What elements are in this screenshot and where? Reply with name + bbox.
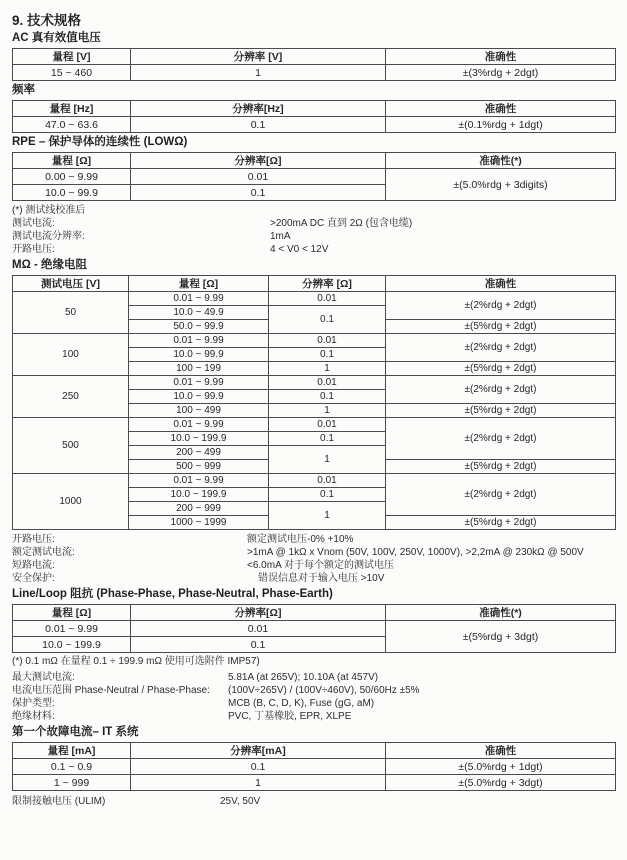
column-header-resolution: 分辨率 [V] (131, 49, 386, 65)
range-cell: 10.0 ~ 99.9 (129, 390, 269, 404)
resolution-cell: 0.01 (269, 292, 386, 306)
note-line (12, 572, 615, 585)
resolution-cell: 1 (269, 404, 386, 418)
lineloop-star-note: (*) 0.1 mΩ 在量程 0.1 ÷ 199.9 mΩ 使用可选附件 IMP57) (12, 656, 260, 667)
note-label: 绝缘材料: (12, 711, 55, 722)
range-cell: 100 ~ 199 (129, 362, 269, 376)
note-value: >1mA @ 1kΩ x Vnom (50V, 100V, 250V, 1000V), >2,2mA @ 230kΩ @ 500V (247, 547, 584, 558)
accuracy-cell: ±(5%rdg + 2dgt) (386, 404, 616, 418)
range-cell: 10.0 ~ 199.9 (129, 488, 269, 502)
note-line (12, 230, 615, 243)
note-value (270, 204, 615, 217)
range-cell: 100 ~ 499 (129, 404, 269, 418)
resolution-cell: 0.1 (269, 348, 386, 362)
column-header-range: 量程 [Hz] (13, 101, 131, 117)
range-cell: 1000 ~ 1999 (129, 516, 269, 530)
resolution-cell: 0.01 (269, 376, 386, 390)
column-header-range: 量程 [Ω] (13, 153, 131, 169)
resolution-cell: 1 (269, 502, 386, 530)
note-line (12, 710, 615, 723)
accuracy-cell: ±(5%rdg + 2dgt) (386, 320, 616, 334)
table-row (13, 474, 616, 488)
rpe-table (12, 152, 616, 201)
accuracy-cell: ±(2%rdg + 2dgt) (386, 334, 616, 362)
note-line (12, 204, 615, 217)
column-header-resolution: 分辨率 [Ω] (269, 276, 386, 292)
lineloop-notes (12, 671, 615, 723)
column-header-resolution: 分辨率[mA] (131, 743, 386, 759)
resolution-cell: 0.01 (131, 621, 386, 637)
note-label: 保护类型: (12, 698, 55, 709)
voltage-cell: 100 (13, 334, 129, 376)
column-header-accuracy: 准确性(*) (386, 153, 616, 169)
range-cell: 10.0 ~ 199.9 (129, 432, 269, 446)
column-header-accuracy: 准确性 (386, 49, 616, 65)
section-heading-rpe: RPE – 保护导体的连续性 (LOWΩ) (12, 136, 188, 148)
section-rpe (12, 133, 615, 256)
range-cell: 500 ~ 999 (129, 460, 269, 474)
note-value: 错误信息对于输入电压 >10V (258, 573, 385, 584)
table-header-row (13, 743, 616, 759)
accuracy-cell: ±(0.1%rdg + 1dgt) (386, 117, 616, 133)
range-cell: 47.0 ~ 63.6 (13, 117, 131, 133)
note-line (12, 533, 615, 546)
note-value: >200mA DC 直到 2Ω (包含电缆) (270, 218, 413, 229)
note-value: 4 < V0 < 12V (270, 244, 329, 255)
resolution-cell: 0.1 (269, 306, 386, 334)
accuracy-cell: ±(2%rdg + 2dgt) (386, 376, 616, 404)
range-cell: 0.01 ~ 9.99 (129, 334, 269, 348)
resolution-cell: 0.1 (131, 185, 386, 201)
column-header-resolution: 分辨率[Ω] (131, 605, 386, 621)
table-row (13, 169, 616, 185)
section-frequency (12, 81, 615, 133)
table-row (13, 621, 616, 637)
column-header-range: 量程 [V] (13, 49, 131, 65)
note-label: 测试电流分辨率: (12, 231, 85, 242)
accuracy-cell: ±(5%rdg + 2dgt) (386, 460, 616, 474)
note-line (12, 697, 615, 710)
note-value: MCB (B, C, D, K), Fuse (gG, aM) (228, 698, 375, 709)
accuracy-cell: ±(5%rdg + 2dgt) (386, 516, 616, 530)
frequency-table (12, 100, 616, 133)
range-cell: 0.01 ~ 9.99 (129, 474, 269, 488)
table-header-row (13, 605, 616, 621)
resolution-cell: 0.01 (269, 418, 386, 432)
resolution-cell: 0.01 (269, 474, 386, 488)
resolution-cell: 0.1 (131, 637, 386, 653)
note-label: 短路电流: (12, 560, 55, 571)
table-row (13, 334, 616, 348)
accuracy-cell: ±(5.0%rdg + 3dgt) (386, 775, 616, 791)
note-line (12, 243, 615, 256)
table-header-row (13, 49, 616, 65)
table-row (13, 65, 616, 81)
table-row (13, 292, 616, 306)
section-heading-lineloop: Line/Loop 阻抗 (Phase-Phase, Phase-Neutral, Phase-Earth) (12, 588, 333, 600)
resolution-cell: 1 (269, 362, 386, 376)
range-cell: 200 ~ 499 (129, 446, 269, 460)
resolution-cell: 0.1 (269, 488, 386, 502)
section-ac-voltage (12, 29, 615, 81)
page-title: 9. 技术规格 (12, 13, 82, 28)
note-line (12, 546, 615, 559)
note-value: 1mA (270, 231, 291, 242)
section-lineloop (12, 585, 615, 723)
resolution-cell: 0.1 (131, 759, 386, 775)
resolution-cell: 1 (269, 446, 386, 474)
range-cell: 0.01 ~ 9.99 (129, 292, 269, 306)
range-cell: 200 ~ 999 (129, 502, 269, 516)
rpe-notes (12, 204, 615, 256)
note-label: 测试电流: (12, 218, 55, 229)
note-value: PVC, 丁基橡胶, EPR, XLPE (228, 711, 352, 722)
it-fault-table (12, 742, 616, 791)
column-header-resolution: 分辨率[Ω] (131, 153, 386, 169)
column-header-accuracy: 准确性 (386, 743, 616, 759)
section-heading-ac-voltage: AC 真有效值电压 (12, 32, 101, 44)
note-value: 25V, 50V (220, 796, 261, 807)
note-line (12, 684, 615, 697)
table-row (13, 418, 616, 432)
range-cell: 10.0 ~ 49.9 (129, 306, 269, 320)
ulim-line (12, 795, 615, 808)
range-cell: 50.0 ~ 99.9 (129, 320, 269, 334)
note-label: 电流电压范围 Phase-Neutral / Phase-Phase: (12, 685, 210, 696)
column-header-range: 量程 [mA] (13, 743, 131, 759)
range-cell: 0.01 ~ 9.99 (129, 376, 269, 390)
section-heading-insulation: MΩ - 绝缘电阻 (12, 259, 88, 271)
resolution-cell: 0.1 (269, 432, 386, 446)
column-header-resolution: 分辨率[Hz] (131, 101, 386, 117)
section-heading-it-fault: 第一个故障电流– IT 系统 (12, 726, 139, 738)
range-cell: 10.0 ~ 99.9 (129, 348, 269, 362)
column-header-range: 量程 [Ω] (13, 605, 131, 621)
table-header-row (13, 276, 616, 292)
column-header-accuracy: 准确性 (386, 101, 616, 117)
resolution-cell: 1 (131, 775, 386, 791)
note-label: 最大测试电流: (12, 672, 75, 683)
note-line (12, 671, 615, 684)
section-insulation (12, 256, 615, 585)
note-value: 额定测试电压-0% +10% (247, 534, 354, 545)
section-heading-frequency: 频率 (12, 84, 35, 96)
note-value: (100V÷265V) / (100V÷460V), 50/60Hz ±5% (228, 685, 420, 696)
accuracy-cell: ±(5.0%rdg + 3digits) (386, 169, 616, 201)
voltage-cell: 250 (13, 376, 129, 418)
accuracy-cell: ±(2%rdg + 2dgt) (386, 474, 616, 516)
accuracy-cell: ±(3%rdg + 2dgt) (386, 65, 616, 81)
lineloop-table (12, 604, 616, 653)
resolution-cell: 0.1 (269, 390, 386, 404)
voltage-cell: 500 (13, 418, 129, 474)
range-cell: 0.1 ~ 0.9 (13, 759, 131, 775)
note-value: <6.0mA 对于每个额定的测试电压 (247, 560, 394, 571)
resolution-cell: 0.01 (269, 334, 386, 348)
note-label: (*) 测试线校准后 (12, 205, 86, 216)
spec-page (0, 9, 627, 808)
table-row (13, 759, 616, 775)
table-header-row (13, 101, 616, 117)
resolution-cell: 0.01 (131, 169, 386, 185)
resolution-cell: 1 (131, 65, 386, 81)
range-cell: 0.00 ~ 9.99 (13, 169, 131, 185)
range-cell: 1 ~ 999 (13, 775, 131, 791)
table-row (13, 376, 616, 390)
table-row (13, 775, 616, 791)
range-cell: 15 ~ 460 (13, 65, 131, 81)
insulation-notes (12, 533, 615, 585)
note-label: 限制接触电压 (ULIM) (12, 796, 106, 807)
column-header-accuracy: 准确性(*) (386, 605, 616, 621)
range-cell: 10.0 ~ 99.9 (13, 185, 131, 201)
note-label: 安全保护: (12, 573, 55, 584)
column-header-range: 量程 [Ω] (129, 276, 269, 292)
accuracy-cell: ±(2%rdg + 2dgt) (386, 418, 616, 460)
note-line (12, 559, 615, 572)
note-line (12, 217, 615, 230)
range-cell: 0.01 ~ 9.99 (13, 621, 131, 637)
accuracy-cell: ±(2%rdg + 2dgt) (386, 292, 616, 320)
table-header-row (13, 153, 616, 169)
table-row (13, 117, 616, 133)
ac-voltage-table (12, 48, 616, 81)
note-label: 额定测试电流: (12, 547, 75, 558)
section-it-fault (12, 723, 615, 808)
resolution-cell: 0.1 (131, 117, 386, 133)
voltage-cell: 50 (13, 292, 129, 334)
range-cell: 0.01 ~ 9.99 (129, 418, 269, 432)
accuracy-cell: ±(5.0%rdg + 1dgt) (386, 759, 616, 775)
insulation-table (12, 275, 616, 530)
accuracy-cell: ±(5%rdg + 3dgt) (386, 621, 616, 653)
range-cell: 10.0 ~ 199.9 (13, 637, 131, 653)
note-value: 5.81A (at 265V); 10.10A (at 457V) (228, 672, 379, 683)
note-label: 开路电压: (12, 534, 55, 545)
column-header-accuracy: 准确性 (386, 276, 616, 292)
voltage-cell: 1000 (13, 474, 129, 530)
accuracy-cell: ±(5%rdg + 2dgt) (386, 362, 616, 376)
column-header-test-voltage: 测试电压 [V] (13, 276, 129, 292)
note-label: 开路电压: (12, 244, 55, 255)
